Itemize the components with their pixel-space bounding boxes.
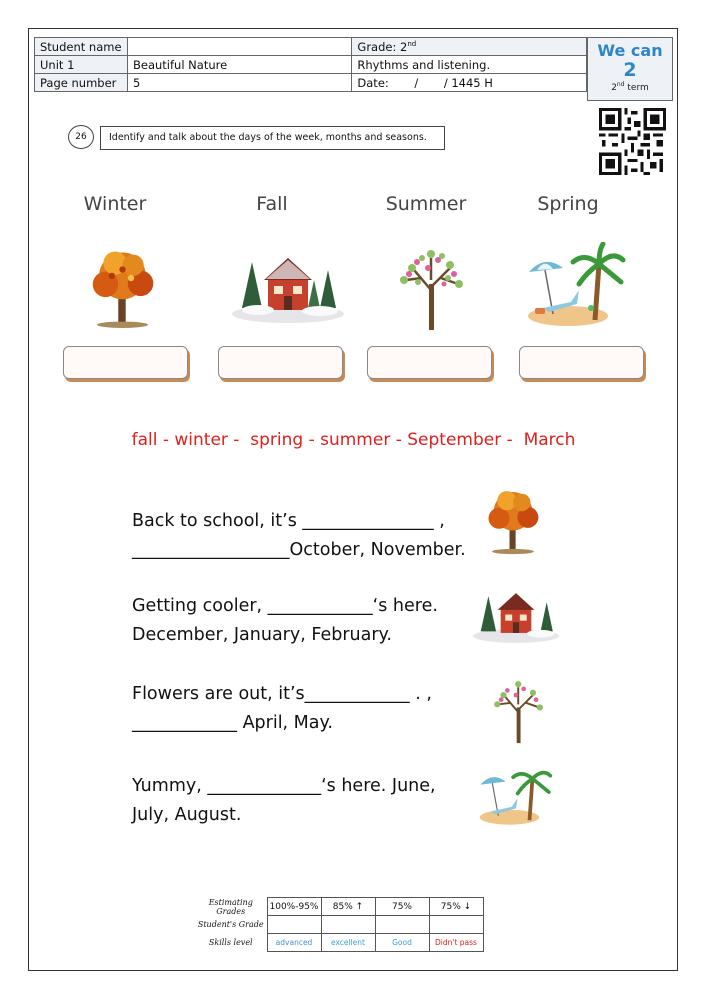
- student-grade-cell[interactable]: [321, 916, 375, 934]
- student-grade-cell[interactable]: [375, 916, 429, 934]
- sentence-line[interactable]: Getting cooler, ____________‘s here.: [132, 596, 438, 616]
- sentence-block-1: [132, 507, 466, 565]
- word-bank: fall - winter - spring - summer - September - March: [131, 430, 576, 450]
- unit-topic: Rhythms and listening.: [352, 56, 587, 74]
- brand-title: We can: [597, 41, 663, 60]
- sentence-block-3: [132, 680, 432, 738]
- qr-code-icon[interactable]: [599, 108, 666, 175]
- autumn-tree-icon: [80, 244, 165, 329]
- header-table: [34, 37, 587, 92]
- grade-estimate-cell: 75% ↓: [429, 898, 483, 916]
- unit-label: Unit 1: [35, 56, 128, 74]
- skill-level-cell: Didn't pass: [429, 934, 483, 952]
- season-label-1: Winter: [83, 193, 147, 215]
- snowy-house-icon: [228, 244, 348, 324]
- grade-estimate-cell: 75%: [375, 898, 429, 916]
- answer-box-1[interactable]: [63, 346, 188, 379]
- sentence-block-4: [132, 772, 436, 830]
- season-label-3: Summer: [385, 193, 467, 215]
- sentence-line: July, August.: [132, 805, 242, 825]
- grades-table: [195, 897, 484, 952]
- question-number: 26: [68, 125, 94, 149]
- student-grade-cell[interactable]: [429, 916, 483, 934]
- grade-estimate-cell: 85% ↑: [321, 898, 375, 916]
- sentence-block-2: [132, 592, 438, 650]
- blossom-tree-icon: [488, 672, 550, 746]
- student-name-field[interactable]: [127, 38, 351, 56]
- estimating-grades-label: Estimating Grades: [208, 897, 253, 916]
- answer-box-2[interactable]: [218, 346, 343, 379]
- sentence-line[interactable]: Back to school, it’s _______________ ,: [132, 511, 445, 531]
- answer-box-4[interactable]: [519, 346, 644, 379]
- skill-level-cell: advanced: [267, 934, 321, 952]
- season-label-4: Spring: [537, 193, 599, 215]
- student-grade-cell[interactable]: [267, 916, 321, 934]
- blossom-tree-icon: [392, 240, 472, 332]
- student-name-label: Student name: [35, 38, 128, 56]
- season-label-2: Fall: [256, 193, 288, 215]
- autumn-tree-icon: [478, 484, 548, 556]
- beach-palm-icon: [476, 760, 554, 830]
- sentence-line: December, January, February.: [132, 625, 392, 645]
- unit-value: Beautiful Nature: [127, 56, 351, 74]
- instruction-text: Identify and talk about the days of the week, months and seasons.: [100, 126, 445, 150]
- brand-box: [587, 37, 673, 101]
- grade-estimate-cell: 100%-95%: [267, 898, 321, 916]
- sentence-line[interactable]: __________________October, November.: [132, 540, 466, 560]
- sentence-line[interactable]: Flowers are out, it’s____________ . ,: [132, 684, 432, 704]
- skill-level-cell: Good: [375, 934, 429, 952]
- page-number-value: 5: [127, 74, 351, 92]
- grade-label: Grade: 2nd: [352, 38, 587, 56]
- page-number-label: Page number: [35, 74, 128, 92]
- student-grade-label: Student's Grade: [197, 920, 264, 929]
- snowy-house-icon: [470, 582, 562, 644]
- brand-term: 2nd term: [611, 81, 649, 93]
- brand-number: 2: [623, 59, 637, 81]
- skill-level-cell: excellent: [321, 934, 375, 952]
- skills-level-label: Skills level: [208, 938, 253, 947]
- date-field[interactable]: Date: / / 1445 H: [352, 74, 587, 92]
- sentence-line[interactable]: ____________ April, May.: [132, 713, 333, 733]
- sentence-line[interactable]: Yummy, _____________‘s here. June,: [132, 776, 436, 796]
- answer-box-3[interactable]: [367, 346, 492, 379]
- beach-palm-icon: [523, 242, 628, 330]
